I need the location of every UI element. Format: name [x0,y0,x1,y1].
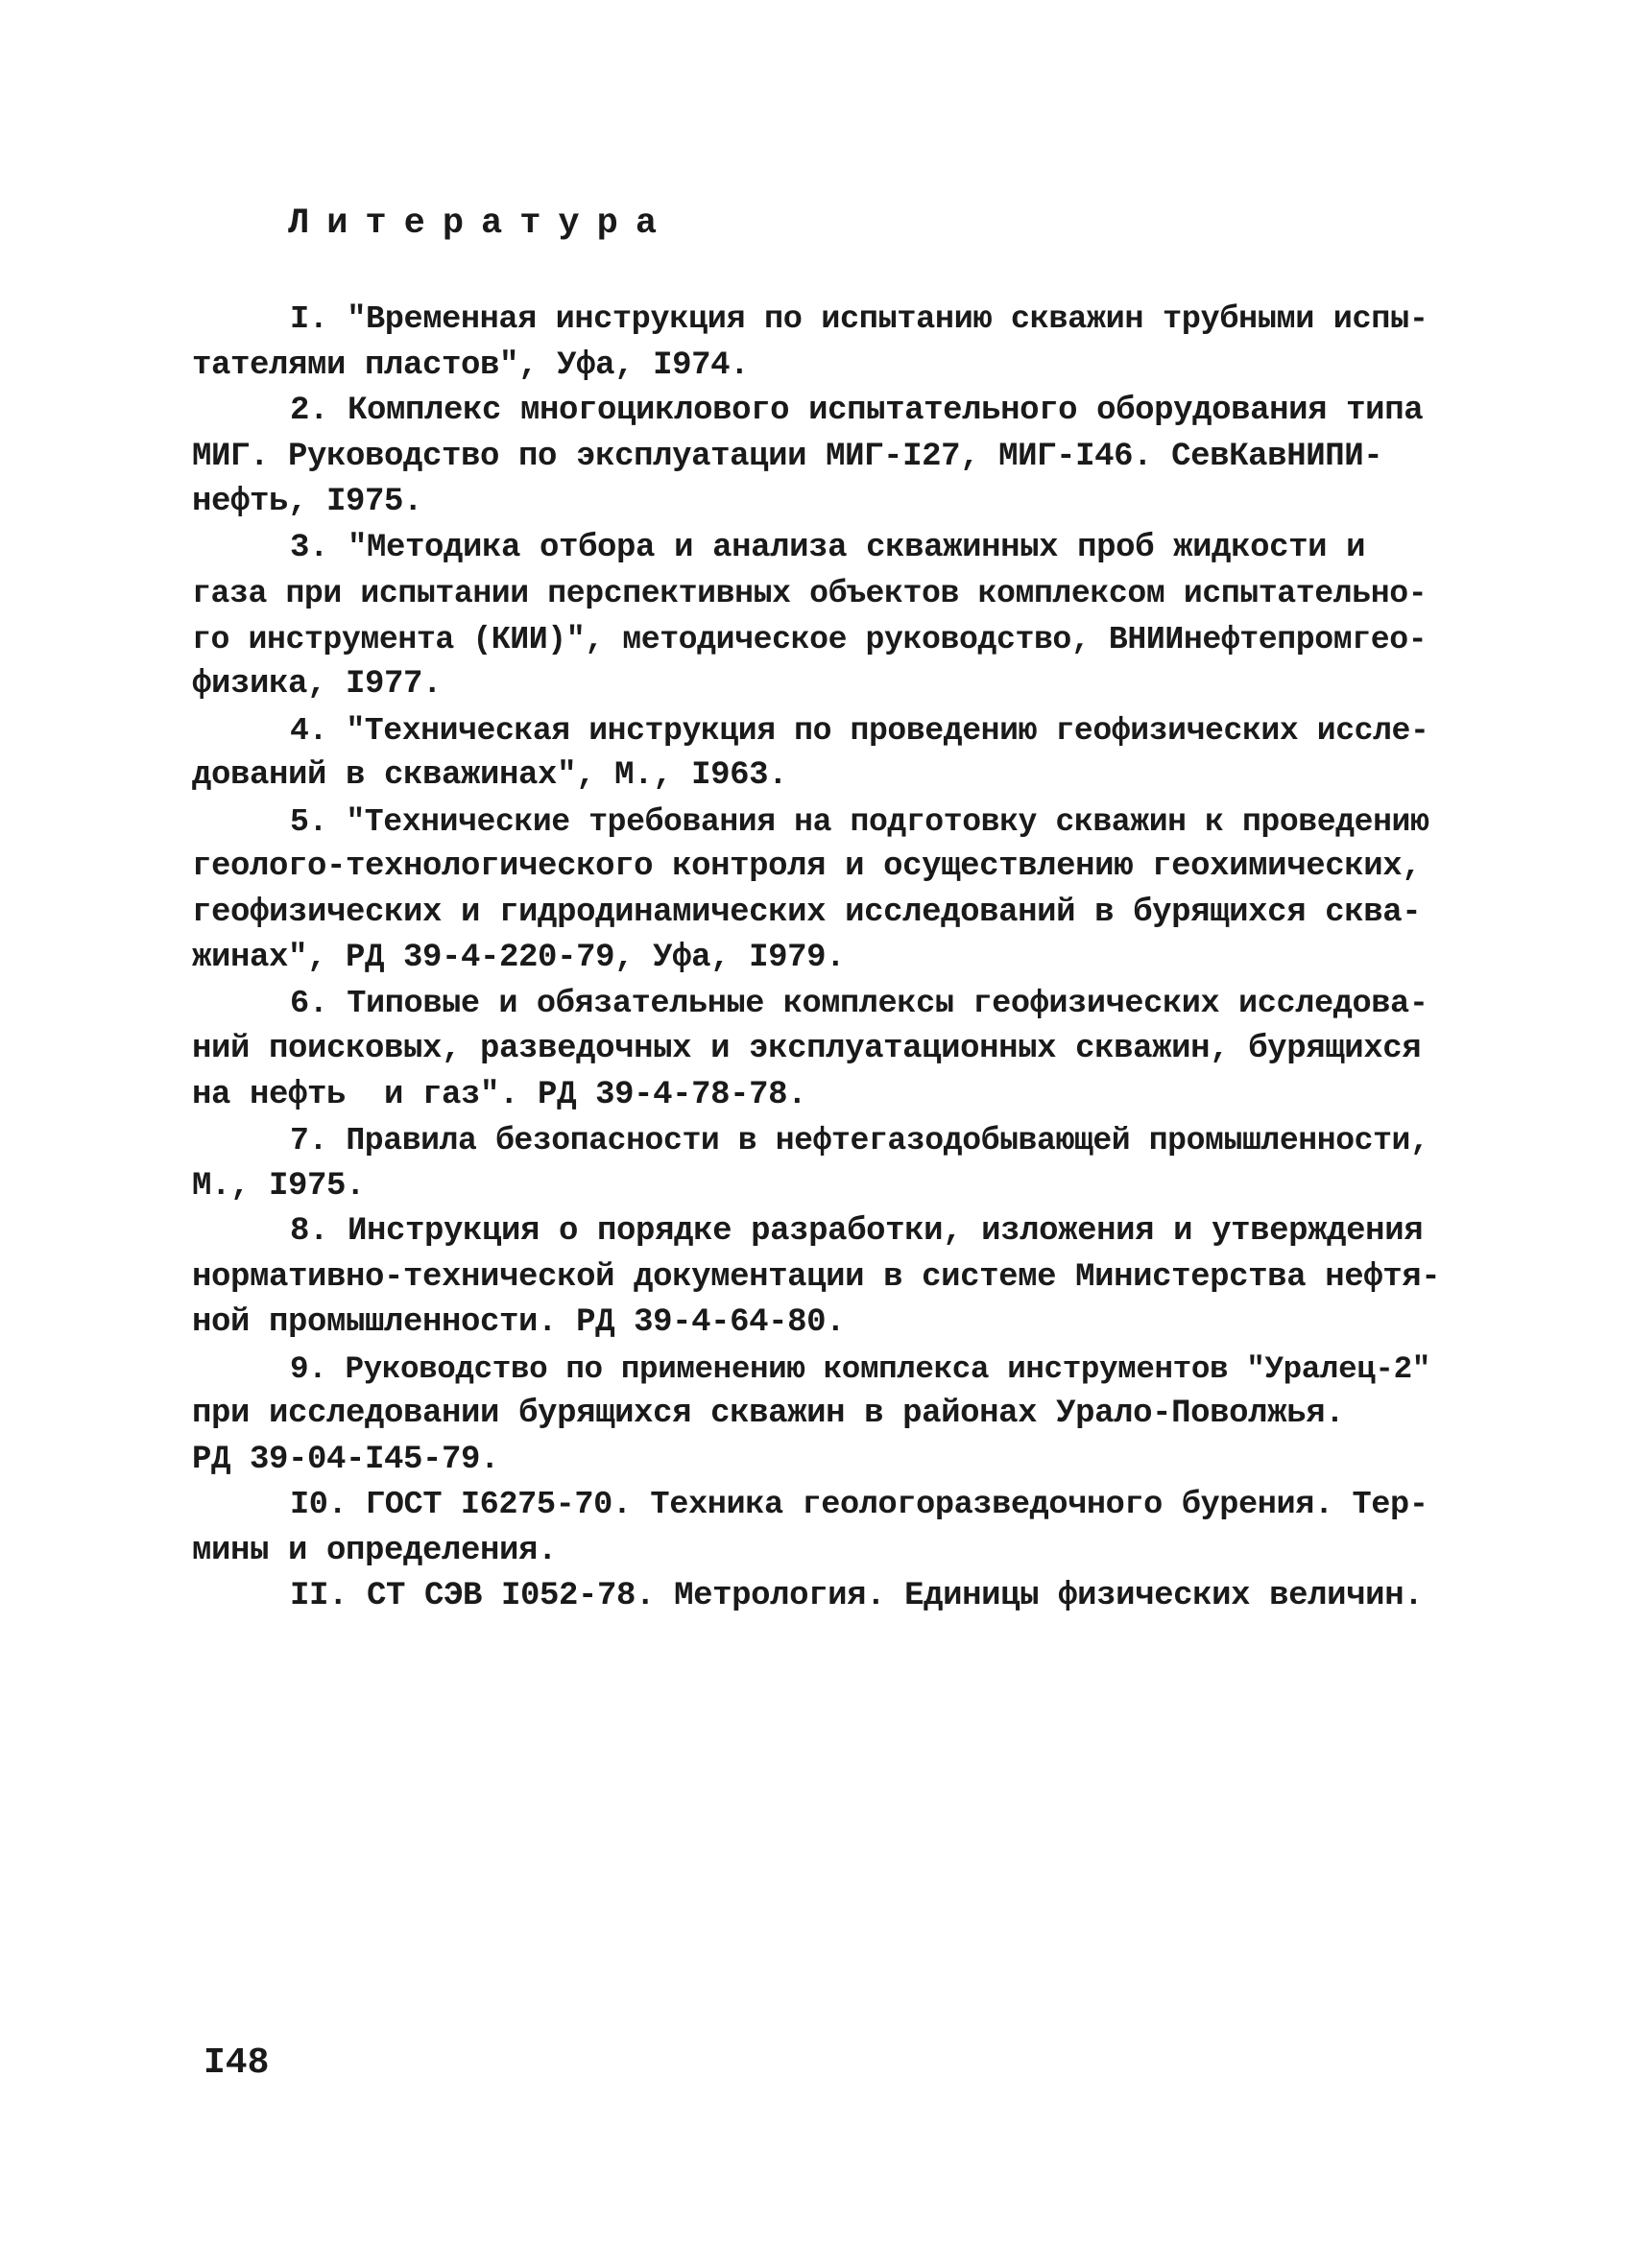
reference-line: 2. Комплекс многоциклового испытательного оборудования типа [290,393,1424,429]
reference-line: на нефть и газ". РД 39-4-78-78. [192,1076,807,1113]
reference-line: геофизических и гидродинамических исследований в бурящихся сква- [192,894,1422,931]
reference-line: РД 39-04-I45-79. [192,1441,500,1478]
reference-line: ной промышленности. РД 39-4-64-80. [192,1304,846,1341]
reference-line: при исследовании бурящихся скважин в районах Урало-Поволжья. [192,1396,1345,1432]
reference-line: ний поисковых, разведочных и эксплуатационных скважин, бурящихся [192,1031,1422,1067]
reference-line: МИГ. Руководство по эксплуатации МИГ-I27, МИГ-I46. СевКавНИПИ- [192,438,1383,475]
reference-line: 3. "Методика отбора и анализа скважинных проб жидкости и [290,529,1366,566]
reference-list [192,298,1440,1620]
reference-line: 4. "Техническая инструкция по проведению геофизических иссле- [290,711,1429,749]
reference-line: геолого-технологического контроля и осуществлению геохимических, [192,848,1422,885]
reference-line: II. СТ СЭВ I052-78. Метрология. Единицы физических величин. [290,1578,1424,1614]
reference-line: го инструмента (КИИ)", методическое руководство, ВНИИнефтепромгео- [192,620,1428,657]
reference-line: мины и определения. [192,1532,558,1569]
reference-line: 8. Инструкция о порядке разработки, изложения и утверждения [290,1213,1424,1250]
reference-line: I. "Временная инструкция по испытанию скважин трубными испы- [290,301,1428,338]
reference-line: дований в скважинах", М., I963. [192,757,788,794]
reference-line: 7. Правила безопасности в нефтегазодобывающей промышленности, [290,1122,1429,1158]
reference-line: 6. Типовые и обязательные комплексы геофизических исследова- [290,985,1428,1022]
page-title: Литература [288,203,675,244]
reference-line: 9. Руководство по применению комплекса инструментов "Уралец-2" [290,1350,1430,1387]
reference-line: нормативно-технической документации в системе Министерства нефтя- [192,1258,1441,1296]
reference-line: жинах", РД 39-4-220-79, Уфа, I979. [192,940,846,976]
reference-line: нефть, I975. [192,484,423,520]
reference-line: I0. ГОСТ I6275-70. Техника геологоразведочного бурения. Тер- [290,1487,1428,1523]
page-number: I48 [204,2042,270,2084]
reference-line: тателями пластов", Уфа, I974. [192,346,750,384]
reference-line: 5. "Технические требования на подготовку скважин к проведению [290,802,1429,840]
reference-line: М., I975. [192,1167,366,1205]
reference-line: физика, I977. [192,666,443,703]
reference-line: газа при испытании перспективных объектов комплексом испытательно- [192,575,1428,611]
